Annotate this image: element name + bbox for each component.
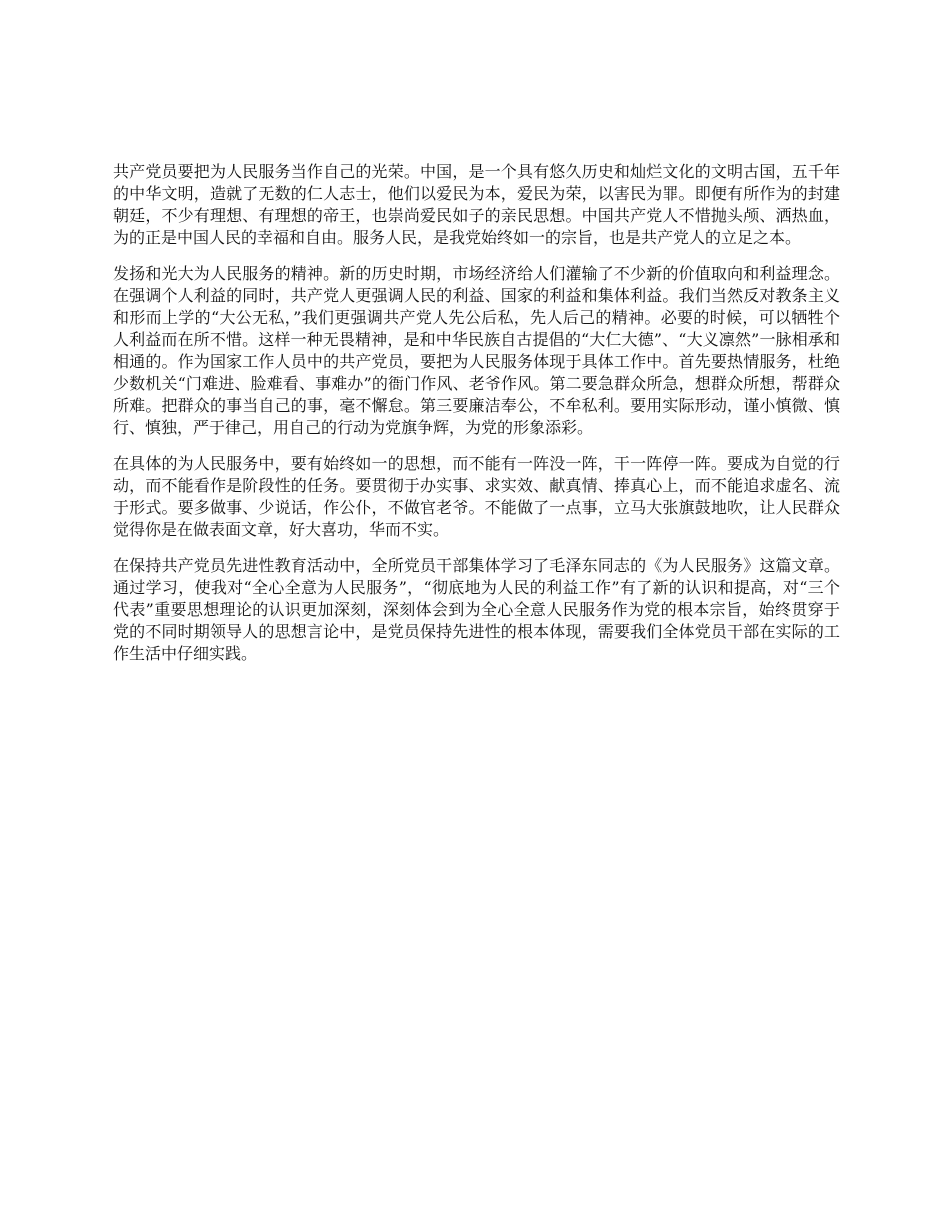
paragraph-2: 发扬和光大为人民服务的精神。新的历史时期，市场经济给人们灌输了不少新的价值取向和利益理念。在强调个人利益的同时，共产党人更强调人民的利益、国家的利益和集体利益。我们当然反对教条主义和形而上学的“大公无私，”我们更强调共产党人先公后私，先人后己的精神。必要的时候，可以牺牲个人利益而在所不惜。这样一种无畏精神，是和中华民族自古提倡的“大仁大德”、“大义凛然”一脉相承和相通的。作为国家工作人员中的共产党员，要把为人民服务体现于具体工作中。首先要热情服务，杜绝少数机关“门难进、脸难看、事难办”的衙门作风、老爷作风。第二要急群众所急，想群众所想，帮群众所难。把群众的事当自己的事，毫不懈怠。第三要廉洁奉公，不牟私利。要用实际形动，谨小慎微、慎行、慎独，严于律己，用自己的行动为党旗争辉，为党的形象添彩。	[113, 264, 840, 437]
paragraph-1: 共产党员要把为人民服务当作自己的光荣。中国，是一个具有悠久历史和灿烂文化的文明古国，五千年的中华文明，造就了无数的仁人志士，他们以爱民为本，爱民为荣，以害民为罪。即便有所作为的封建朝廷，不少有理想、有理想的帝王，也崇尚爱民如子的亲民思想。中国共产党人不惜抛头颅、洒热血，为的正是中国人民的幸福和自由。服务人民，是我党始终如一的宗旨，也是共产党人的立足之本。	[113, 162, 840, 247]
paragraph-3: 在具体的为人民服务中，要有始终如一的思想，而不能有一阵没一阵，干一阵停一阵。要成为自觉的行动，而不能看作是阶段性的任务。要贯彻于办实事、求实效、献真情、捧真心上，而不能追求虚名、流于形式。要多做事、少说话，作公仆，不做官老爷。不能做了一点事，立马大张旗鼓地吹，让人民群众觉得你是在做表面文章，好大喜功，华而不实。	[113, 454, 840, 539]
paragraph-4: 在保持共产党员先进性教育活动中，全所党员干部集体学习了毛泽东同志的《为人民服务》这篇文章。通过学习，使我对“全心全意为人民服务”，“彻底地为人民的利益工作”有了新的认识和提高，对“三个代表”重要思想理论的认识更加深刻，深刻体会到为全心全意人民服务作为党的根本宗旨，始终贯穿于党的不同时期领导人的思想言论中，是党员保持先进性的根本体现，需要我们全体党员干部在实际的工作生活中仔细实践。	[113, 556, 840, 663]
document-body	[113, 161, 840, 679]
